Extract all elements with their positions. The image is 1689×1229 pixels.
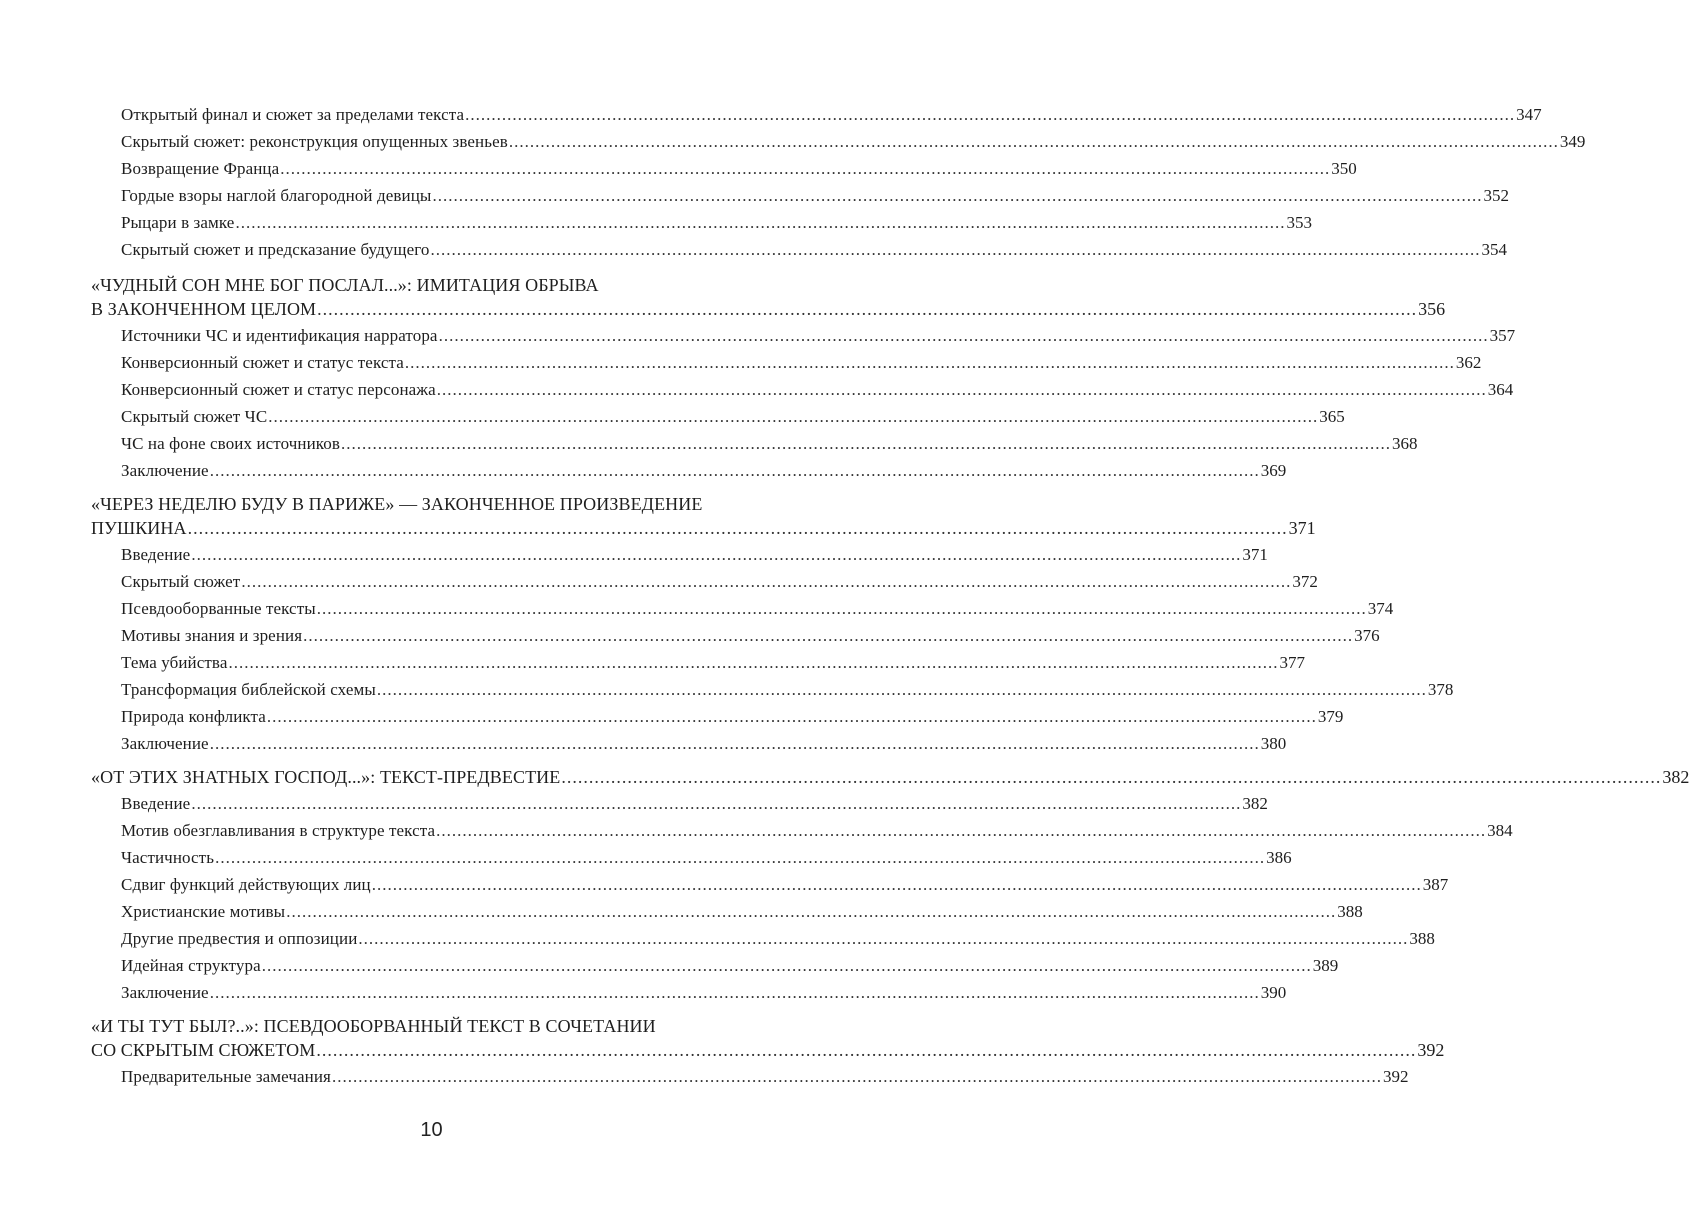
toc-entry-title: Гордые взоры наглой благородной девицы xyxy=(121,186,432,205)
toc-page-number: 356 xyxy=(1418,299,1446,319)
toc-subentry xyxy=(121,406,1345,428)
dot-leader: ........................................................................................................................................................................................................ xyxy=(209,461,1260,480)
dot-leader: ........................................................................................................................................................................................................ xyxy=(209,983,1260,1002)
toc-subentry xyxy=(121,874,1449,896)
toc-page-number: 371 xyxy=(1288,518,1316,538)
toc-page-number: 365 xyxy=(1319,407,1345,426)
dot-leader: ........................................................................................................................................................................................................ xyxy=(508,132,1559,151)
toc-subentry xyxy=(121,379,1514,401)
toc-entry-title: Рыцари в замке xyxy=(121,213,235,232)
toc-page-number: 382 xyxy=(1242,794,1268,813)
toc-entry-title: Конверсионный сюжет и статус персонажа xyxy=(121,380,436,399)
dot-leader: ........................................................................................................................................................................................................ xyxy=(436,821,1487,840)
toc-subentry xyxy=(121,706,1344,728)
toc-subentry xyxy=(121,571,1318,593)
toc-chapter-entry xyxy=(91,274,770,296)
toc-entry-title: Тема убийства xyxy=(121,653,228,672)
toc-entry-title: Частичность xyxy=(121,848,215,867)
toc-page-number: 354 xyxy=(1481,240,1508,259)
toc-page-number: 379 xyxy=(1317,707,1344,726)
toc-entry-title: Мотив обезглавливания в структуре текста xyxy=(121,821,436,840)
dot-leader: ........................................................................................................................................................................................................ xyxy=(341,434,1392,453)
toc-chapter-entry xyxy=(91,1039,1445,1061)
toc-page-number: 364 xyxy=(1487,380,1514,399)
toc-subentry xyxy=(121,625,1380,647)
dot-leader: ........................................................................................................................................................................................................ xyxy=(187,518,1288,538)
toc-subentry xyxy=(121,652,1305,674)
toc-entry-title: Скрытый сюжет ЧС xyxy=(121,407,268,426)
toc-chapter-entry xyxy=(91,766,1689,788)
toc-entry-title: Введение xyxy=(121,545,191,564)
toc-entry-title: Скрытый сюжет и предсказание будущего xyxy=(121,240,430,259)
toc-page-number: 377 xyxy=(1279,653,1305,672)
toc-entry-title: Заключение xyxy=(121,734,209,753)
toc-entry-title: Скрытый сюжет: реконструкция опущенных звеньев xyxy=(121,132,508,151)
toc-entry-title: Псевдооборванные тексты xyxy=(121,599,316,618)
toc-page-number: 376 xyxy=(1354,626,1380,645)
toc-subentry xyxy=(121,598,1394,620)
toc-page-number: 352 xyxy=(1483,186,1509,205)
dot-leader: ........................................................................................................................................................................................................ xyxy=(209,734,1260,753)
dot-leader: ........................................................................................................................................................................................................ xyxy=(191,545,1242,564)
toc-subentry xyxy=(121,460,1287,482)
toc-entry-title: Предварительные замечания xyxy=(121,1067,331,1086)
toc-subentry xyxy=(121,158,1357,180)
toc-page-number: 386 xyxy=(1266,848,1292,867)
dot-leader: ........................................................................................................................................................................................................ xyxy=(436,380,1487,399)
toc-page-number: 387 xyxy=(1422,875,1449,894)
toc-subentry xyxy=(121,1066,1409,1088)
dot-leader: ........................................................................................................................................................................................................ xyxy=(303,626,1354,645)
toc-page-number: 372 xyxy=(1292,572,1318,591)
toc-page-number: 349 xyxy=(1559,132,1586,151)
dot-leader: ........................................................................................................................................................................................................ xyxy=(331,1067,1382,1086)
toc-entry-title: Открытый финал и сюжет за пределами текста xyxy=(121,105,465,124)
dot-leader: ........................................................................................................................................................................................................ xyxy=(191,794,1242,813)
toc-page-number: 389 xyxy=(1312,956,1339,975)
toc-entry-title: Природа конфликта xyxy=(121,707,266,726)
toc-page-number: 371 xyxy=(1242,545,1268,564)
page-number: 10 xyxy=(420,1119,443,1141)
toc-subentry xyxy=(121,131,1586,153)
toc-entry-title: Скрытый сюжет xyxy=(121,572,241,591)
toc-entry-title: «ЧЕРЕЗ НЕДЕЛЮ БУДУ В ПАРИЖЕ» — ЗАКОНЧЕННОЕ ПРОИЗВЕДЕНИЕ xyxy=(91,494,703,514)
toc-entry-title: «И ТЫ ТУТ БЫЛ?..»: ПСЕВДООБОРВАННЫЙ ТЕКСТ В СОЧЕТАНИИ xyxy=(91,1016,656,1036)
toc-page-number: 392 xyxy=(1382,1067,1409,1086)
toc-subentry xyxy=(121,185,1509,207)
dot-leader: ........................................................................................................................................................................................................ xyxy=(261,956,1312,975)
dot-leader: ........................................................................................................................................................................................................ xyxy=(561,767,1662,787)
dot-leader: ........................................................................................................................................................................................................ xyxy=(266,707,1317,726)
dot-leader: ........................................................................................................................................................................................................ xyxy=(376,680,1427,699)
toc-entry-title: ПУШКИНА xyxy=(91,518,187,538)
dot-leader: ........................................................................................................................................................................................................ xyxy=(316,599,1367,618)
toc-entry-title: Конверсионный сюжет и статус текста xyxy=(121,353,404,372)
dot-leader: ........................................................................................................................................................................................................ xyxy=(438,326,1489,345)
toc-entry-title: Другие предвестия и оппозиции xyxy=(121,929,358,948)
toc-subentry xyxy=(121,212,1312,234)
toc-subentry xyxy=(121,847,1292,869)
toc-chapter-entry xyxy=(91,493,770,515)
dot-leader: ........................................................................................................................................................................................................ xyxy=(280,159,1331,178)
toc-page-number: 388 xyxy=(1337,902,1363,921)
toc-page-number: 353 xyxy=(1286,213,1312,232)
toc-subentry xyxy=(121,901,1363,923)
toc-page-number: 384 xyxy=(1487,821,1513,840)
dot-leader: ........................................................................................................................................................................................................ xyxy=(432,186,1483,205)
toc-entry-title: Источники ЧС и идентификация нарратора xyxy=(121,326,438,345)
dot-leader: ........................................................................................................................................................................................................ xyxy=(215,848,1266,867)
dot-leader: ........................................................................................................................................................................................................ xyxy=(316,1040,1417,1060)
toc-subentry xyxy=(121,955,1339,977)
toc-entry-title: «ОТ ЭТИХ ЗНАТНЫХ ГОСПОД...»: ТЕКСТ-ПРЕДВЕСТИЕ xyxy=(91,767,561,787)
toc-page-number: 380 xyxy=(1260,734,1287,753)
toc-page-number: 350 xyxy=(1331,159,1357,178)
toc-subentry xyxy=(121,239,1508,261)
dot-leader: ........................................................................................................................................................................................................ xyxy=(371,875,1422,894)
toc-subentry xyxy=(121,820,1513,842)
toc-page-number: 388 xyxy=(1409,929,1435,948)
toc-entry-title: Заключение xyxy=(121,983,209,1002)
toc-subentry xyxy=(121,433,1418,455)
toc-page-number: 357 xyxy=(1489,326,1516,345)
toc-page-number: 369 xyxy=(1260,461,1287,480)
dot-leader: ........................................................................................................................................................................................................ xyxy=(235,213,1286,232)
dot-leader: ........................................................................................................................................................................................................ xyxy=(465,105,1516,124)
toc-subentry xyxy=(121,679,1454,701)
toc-entry-title: Введение xyxy=(121,794,191,813)
toc-subentry xyxy=(121,104,1542,126)
toc-entry-title: Возвращение Франца xyxy=(121,159,280,178)
dot-leader: ........................................................................................................................................................................................................ xyxy=(228,653,1279,672)
dot-leader: ........................................................................................................................................................................................................ xyxy=(268,407,1319,426)
dot-leader: ........................................................................................................................................................................................................ xyxy=(430,240,1481,259)
toc-page-number: 378 xyxy=(1427,680,1454,699)
toc-page-number: 382 xyxy=(1662,767,1689,787)
toc-subentry xyxy=(121,793,1268,815)
dot-leader: ........................................................................................................................................................................................................ xyxy=(286,902,1337,921)
toc-entry-title: Сдвиг функций действующих лиц xyxy=(121,875,371,894)
toc-entry-title: «ЧУДНЫЙ СОН МНЕ БОГ ПОСЛАЛ...»: ИМИТАЦИЯ ОБРЫВА xyxy=(91,275,599,295)
toc-page-number: 392 xyxy=(1417,1040,1445,1060)
toc-page-number: 390 xyxy=(1260,983,1287,1002)
dot-leader: ........................................................................................................................................................................................................ xyxy=(241,572,1292,591)
toc-chapter-entry xyxy=(91,1015,770,1037)
toc-subentry xyxy=(121,982,1287,1004)
toc-page-number: 368 xyxy=(1392,434,1418,453)
dot-leader: ........................................................................................................................................................................................................ xyxy=(358,929,1409,948)
toc-chapter-entry xyxy=(91,298,1446,320)
toc-entry-title: Заключение xyxy=(121,461,209,480)
toc-page-number: 347 xyxy=(1516,105,1542,124)
toc-page-number: 362 xyxy=(1455,353,1482,372)
toc-subentry xyxy=(121,352,1482,374)
toc-subentry xyxy=(121,733,1287,755)
toc-entry-title: Идейная структура xyxy=(121,956,261,975)
toc-chapter-entry xyxy=(91,517,1316,539)
toc-subentry xyxy=(121,928,1435,950)
toc-subentry xyxy=(121,325,1516,347)
dot-leader: ........................................................................................................................................................................................................ xyxy=(404,353,1455,372)
toc-entry-title: ЧС на фоне своих источников xyxy=(121,434,341,453)
toc-entry-title: Христианские мотивы xyxy=(121,902,286,921)
toc-entry-title: Трансформация библейской схемы xyxy=(121,680,376,699)
toc-entry-title: СО СКРЫТЫМ СЮЖЕТОМ xyxy=(91,1040,316,1060)
toc-entry-title: Мотивы знания и зрения xyxy=(121,626,303,645)
toc-page-number: 374 xyxy=(1367,599,1394,618)
toc-subentry xyxy=(121,544,1268,566)
dot-leader: ........................................................................................................................................................................................................ xyxy=(317,299,1418,319)
toc-entry-title: В ЗАКОНЧЕННОМ ЦЕЛОМ xyxy=(91,299,317,319)
